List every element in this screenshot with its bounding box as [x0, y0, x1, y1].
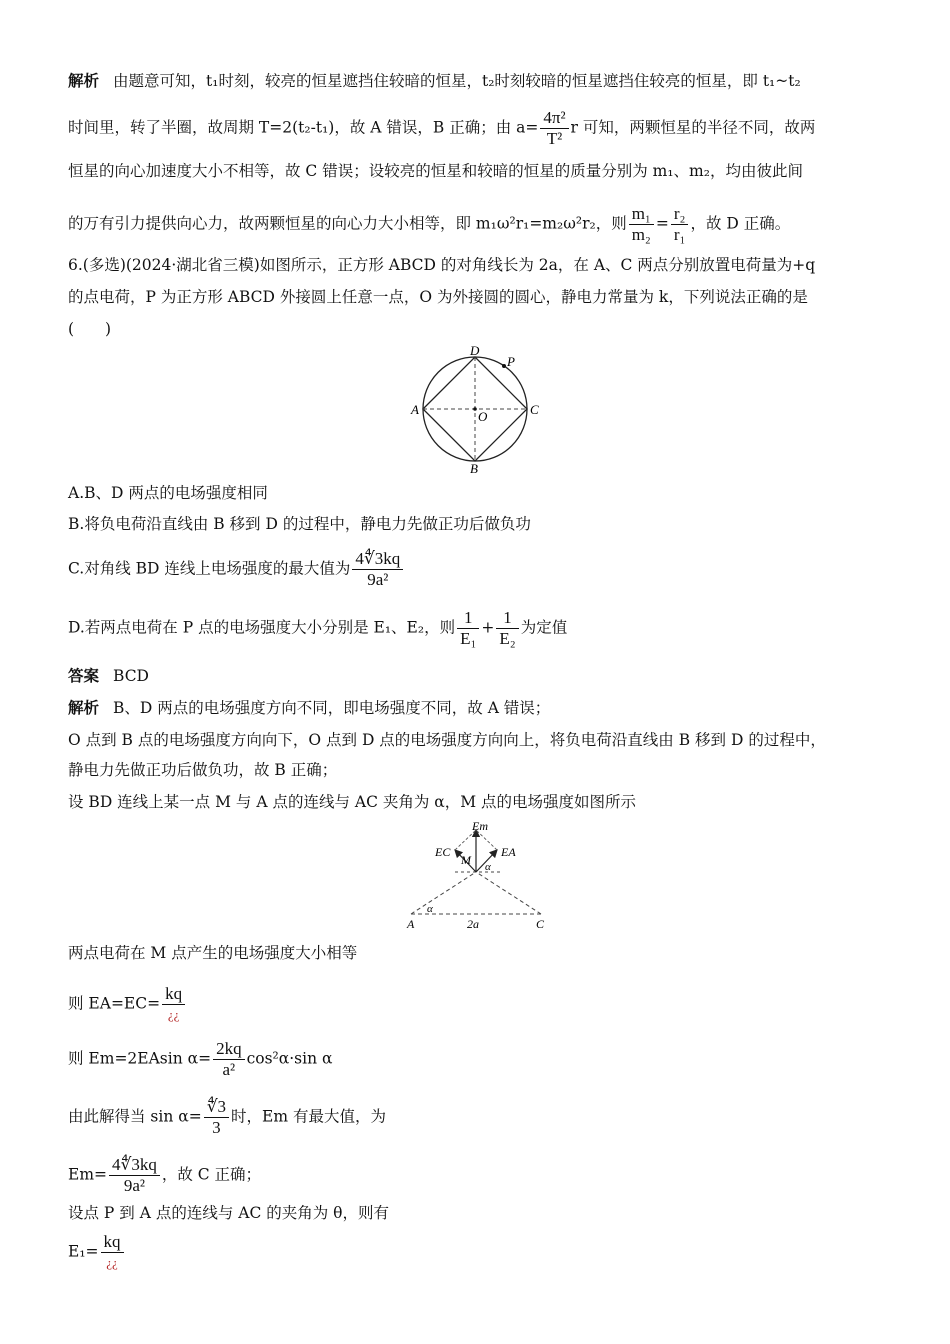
q6-stem-line3 — [68, 318, 111, 340]
label-m: M — [461, 853, 471, 867]
text: 设 BD 连线上某一点 M 与 A 点的连线与 AC 夹角为 α，M 点的电场强度如图所示 — [68, 793, 637, 811]
numerator: 4∜3kq — [352, 549, 403, 570]
label-o: O — [478, 409, 488, 424]
option-d — [68, 608, 567, 649]
label-ea: EA — [501, 845, 516, 859]
option-a — [68, 482, 268, 504]
q5-analysis-line3 — [68, 160, 803, 182]
label-c: C — [536, 917, 545, 931]
analysis-label: 解析 — [68, 699, 100, 717]
q5-analysis-line2 — [68, 108, 815, 149]
answer-label: 答案 — [68, 667, 100, 685]
analysis6-line1 — [68, 697, 550, 719]
text: 由题意可知，t₁时刻，较亮的恒星遮挡住较暗的恒星，t₂时刻较暗的恒星遮挡住较亮的恒星，即 t₁~t₂ — [113, 72, 801, 90]
label-b: B — [470, 461, 478, 474]
denominator: ¿¿ — [106, 1255, 118, 1270]
denominator: 3 — [212, 1118, 221, 1137]
text: A=EC= — [99, 994, 161, 1013]
text: 静电力先做正功后做负功，故 B 正确； — [68, 761, 338, 779]
denominator: a² — [222, 1060, 236, 1079]
fraction-1-E1 — [457, 608, 479, 649]
denominator: m₂ — [631, 225, 651, 244]
answer-value: BCD — [113, 667, 149, 685]
analysis6-line4 — [68, 791, 636, 813]
parallelogram-left — [455, 830, 476, 850]
denominator: r₁ — [673, 225, 686, 244]
text: cos²α·sin α — [246, 1049, 333, 1068]
text: 恒星的向心加速度大小不相等，故 C 错误；设较亮的恒星和较暗的恒星的质量分别为 m₁、m₂，均由彼此间 — [68, 162, 803, 180]
option-c — [68, 549, 405, 590]
label-alpha-bottom: α — [427, 903, 433, 915]
parallelogram-right — [476, 830, 497, 850]
denominator: E₁ — [460, 629, 477, 648]
text: D.若两点电荷在 P 点的电场强度大小分别是 E₁、E₂，则 — [68, 618, 456, 637]
text: 的点电荷，P 为正方形 ABCD 外接圆上任意一点，O 为外接圆的圆心，静电力常量为 k，下列说法正确的是 — [68, 288, 808, 306]
fraction-max-field — [352, 549, 403, 590]
label-d: D — [470, 344, 480, 358]
numerator: kq — [162, 984, 185, 1005]
center-dot — [473, 407, 477, 411]
fraction-kq — [162, 984, 185, 1025]
fraction-e1 — [101, 1232, 124, 1273]
label-a: A — [407, 917, 415, 931]
line-cm — [476, 872, 541, 914]
text: O 点到 B 点的电场强度方向向下，O 点到 D 点的电场强度方向向上，将负电荷沿直线由 B 移到 D 的过程中， — [68, 731, 826, 749]
text: 6.(多选)(2024·湖北省三模)如图所示，正方形 ABCD 的对角线长为 2a，在 A、C 两点分别放置电荷量为+q — [68, 256, 816, 274]
q6-stem-line1 — [68, 254, 815, 276]
numerator: 4∜3kq — [109, 1155, 160, 1176]
text: 时，Em 有最大值，为 — [231, 1107, 386, 1126]
denominator: ¿¿ — [167, 1007, 180, 1022]
denominator: T² — [546, 129, 563, 148]
analysis6-line6 — [68, 984, 187, 1025]
line-am — [411, 872, 476, 914]
label-ec: EC — [435, 845, 451, 859]
q5-analysis-line4 — [68, 204, 790, 245]
analysis6-line5 — [68, 942, 357, 964]
analysis6-line9 — [68, 1155, 261, 1196]
fraction-r2-r1 — [671, 204, 689, 245]
fraction-1-E2 — [496, 608, 518, 649]
text: 两点电荷在 M 点产生的电场强度大小相等 — [68, 944, 358, 962]
text: C.对角线 BD 连线上电场强度的最大值为 — [68, 559, 351, 578]
numerator: 2kq — [213, 1039, 245, 1060]
fraction-2kq-a2 — [213, 1039, 245, 1080]
fraction-root3-3 — [204, 1097, 229, 1138]
numerator: kq — [101, 1232, 124, 1253]
numerator: m₁ — [629, 204, 654, 225]
fraction-m1-m2 — [629, 204, 654, 245]
numerator: 4π² — [540, 108, 568, 129]
text: 设点 P 到 A 点的连线与 AC 的夹角为 θ，则有 — [68, 1204, 389, 1222]
text: ，故 D 正确。 — [690, 214, 791, 233]
numerator: ∜3 — [204, 1097, 229, 1118]
text: B.将负电荷沿直线由 B 移到 D 的过程中，静电力先做正功后做负功 — [68, 515, 531, 533]
label-em: Em — [472, 822, 488, 833]
point-p-dot — [502, 364, 506, 368]
numerator: 1 — [496, 608, 518, 629]
text: 则 Em=2EAsin α= — [68, 1049, 212, 1068]
analysis6-line7 — [68, 1039, 332, 1080]
plus: + — [481, 618, 495, 637]
figure-square-circle — [408, 344, 558, 474]
analysis6-line3 — [68, 759, 337, 781]
text: r 可知，两颗恒星的半径不同，故两 — [570, 118, 816, 137]
answer-line — [68, 665, 149, 687]
analysis6-line8 — [68, 1097, 386, 1138]
q6-stem-line2 — [68, 286, 808, 308]
label-2a: 2a — [467, 917, 479, 931]
numerator: 1 — [457, 608, 479, 629]
fraction-4pi2-T2 — [540, 108, 568, 149]
label-alpha-top: α — [485, 861, 491, 873]
text: ，故 C 正确； — [161, 1165, 262, 1184]
denominator: 9a² — [367, 570, 389, 589]
text: B、D 两点的电场强度方向不同，即电场强度不同，故 A 错误； — [113, 699, 551, 717]
numerator: r₂ — [671, 204, 689, 225]
fraction-em-max — [109, 1155, 160, 1196]
label-p: P — [507, 354, 515, 369]
answer-blank: ( ) — [68, 320, 112, 338]
label-a: A — [411, 402, 419, 417]
option-b — [68, 513, 531, 535]
denominator: E₂ — [499, 629, 516, 648]
text: E₁= — [68, 1242, 99, 1261]
analysis-label: 解析 — [68, 72, 100, 90]
equals: = — [655, 214, 669, 233]
text: 则 E — [68, 994, 100, 1013]
denominator: 9a² — [123, 1176, 145, 1195]
text: 时间里，转了半圈，故周期 T=2(t₂-t₁)，故 A 错误，B 正确；由 a= — [68, 118, 539, 137]
text: 的万有引力提供向心力，故两颗恒星的向心力大小相等，即 m₁ω²r₁=m₂ω²r₂，则 — [68, 214, 627, 233]
text: A.B、D 两点的电场强度相同 — [68, 484, 268, 502]
q5-analysis-line1 — [68, 70, 801, 92]
analysis6-line11 — [68, 1232, 126, 1273]
text: Em= — [68, 1165, 107, 1184]
label-c: C — [530, 402, 539, 417]
analysis6-line10 — [68, 1202, 389, 1224]
analysis6-line2 — [68, 729, 826, 751]
text: 为定值 — [520, 618, 568, 637]
text: 由此解得当 sin α= — [68, 1107, 202, 1126]
figure-field-vectors — [403, 822, 553, 934]
